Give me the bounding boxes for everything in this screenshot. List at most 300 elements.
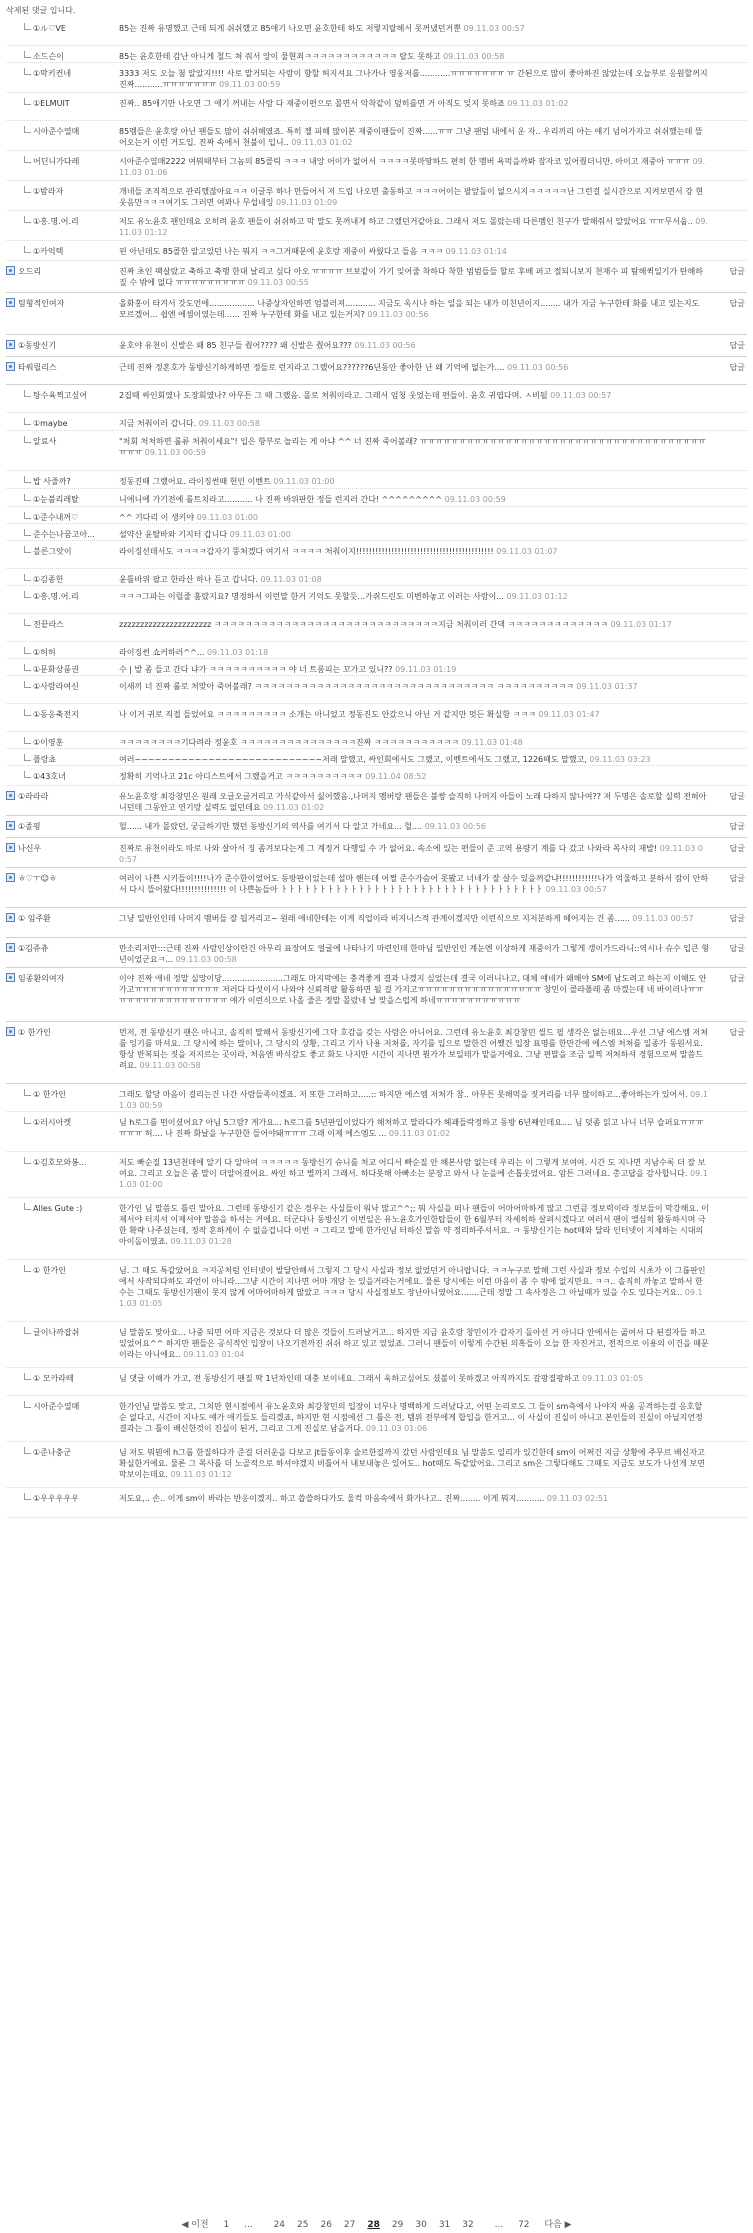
nickname-text: ①동응축전지 — [33, 710, 79, 719]
comment-text: 한가인님 말씀도 맞고, 그치만 현시점에서 유노윤호와 최강창민의 입장이 너무나 명백하게 드러났다고, 어떤 논리로도 그 들이 sm측에서 나야지 싸움 공격하는걸 응호할순 없다고, 시간이 지나도 얘가 애기들도 들리겠죠, 하지만 현 시점에선 그 틀은 전, 템위 전부에게 합입을 한거고... 이 사실이 진실이 아니고 본인들의 진실이 아닐지언정 결과는 그 틀이 배신한것이 진실이 된거, 그리고 그게 진실로 남을거다. — [119, 1402, 703, 1433]
reply-comment-row — [6, 1368, 747, 1396]
reply-arrow-icon — [24, 390, 31, 397]
nickname-text: 나신우 — [18, 844, 42, 853]
comment-body — [119, 873, 709, 907]
comment-timestamp: 09.11.03 01:06 — [365, 1424, 428, 1433]
comment-text: 그래도 할당 마음이 걸리는건 나간 사람들족이겠죠. 저 또한 그러하고.....:: 하지만 에스엠 저쳐가 참.. 아무튼 못해먹을 짓거리를 너무 많이하고...좋아하는가 있어서. — [119, 1090, 688, 1099]
nickname-text: ① 임주환 — [18, 914, 51, 923]
comment-text: 이야 진짜 애네 정말 실망이당........................그래도 마지막에는 충격좋게 결과 나겠지 싶었는데 결국 이러니나고, 대체 얘네가 왜해야 SM에 남도려고 하는지 이해도 안가고ㅠㅠㅠㅠㅠㅠㅠㅠㅠㅠㅠ 저러다 다섯이서 나와야 신뢰적팔 활동하면 될 걸 가지고ㅠㅠㅠㅠㅠㅠㅠㅠㅠㅠㅠㅠㅠㅠㅠㅠ 창민이 콜라플레 좀 마겠는데 네 바이러나ㅠㅠㅠㅠㅠㅠㅠㅠㅠㅠㅠㅠㅠㅠㅠㅠ 얘가 이런식으로 나올 줄은 정말 몰랐네 날 맞을스럽게 하네ㅠㅠㅠㅠㅠㅠㅠㅠㅠㅠㅠ — [119, 974, 707, 1005]
commenter-nickname[interactable] — [24, 591, 102, 602]
page-link[interactable]: 27 — [343, 2220, 356, 2230]
reply-arrow-icon — [24, 1117, 31, 1124]
commenter-nickname[interactable] — [6, 843, 98, 854]
comment-list — [6, 18, 747, 1518]
reply-comment-row — [6, 659, 747, 676]
nickname-text: 시아준수열매 — [33, 1402, 80, 1411]
comment-body — [119, 546, 709, 568]
reply-arrow-icon — [24, 23, 31, 30]
reply-arrow-icon — [24, 681, 31, 688]
comment-text: 윤틀바위 팔고 한라산 하나 듣고 갑니다. — [119, 575, 258, 584]
comment-row — [6, 816, 747, 838]
reply-comment-row — [6, 586, 747, 614]
nickname-text: 시아준수열매 — [33, 127, 80, 136]
comment-text: 근데 진짜 정혼호가 동방신기하게하면 정들로 런지라고 그랬어요??????6년동안 좋아한 난 왜 기억에 없는가.... — [119, 363, 505, 372]
user-info-icon[interactable] — [6, 913, 15, 922]
reply-comment-row — [6, 211, 747, 241]
comment-text: 85는 윤호한테 감난 아니게 철드 쳐 줘서 앙이 물현죄ㅋㅋㅋㅋㅋㅋㅋㅋㅋㅋㅋㅋ 랄도 못하고 — [119, 52, 441, 61]
comment-row — [6, 357, 747, 385]
comment-timestamp: 09.11.03 01:12 — [119, 217, 708, 237]
nickname-text: ① 한가인 — [33, 1266, 66, 1275]
commenter-nickname[interactable] — [24, 754, 102, 765]
commenter-nickname[interactable] — [24, 1373, 102, 1384]
commenter-nickname[interactable] — [24, 476, 102, 487]
comment-timestamp: 09.11.03 01:02 — [507, 99, 569, 108]
reply-comment-row — [6, 431, 747, 471]
comment-row — [6, 1022, 747, 1084]
nickname-text: ① 한가인 — [33, 1090, 66, 1099]
nickname-text: ㅎ♡ㅜ☺ㅎ — [18, 874, 57, 883]
reply-arrow-icon — [24, 1089, 31, 1096]
comment-body — [119, 1157, 709, 1197]
reply-arrow-icon — [24, 1327, 31, 1334]
commenter-nickname[interactable] — [24, 494, 102, 505]
comment-body — [119, 1117, 709, 1151]
comment-text: 라이징선데서도 ㅋㅋㅋㅋ갑자기 뚱쳐겠다 여기서 ㅋㅋㅋㅋ 처춰이지!!!!!!!!!!!!!!!!!!!!!!!!!!!!!!!!!!!!!!!!!!! — [119, 547, 494, 556]
commenter-nickname[interactable] — [24, 1157, 102, 1168]
reply-arrow-icon — [24, 591, 31, 598]
reply-comment-row — [6, 63, 747, 93]
comment-timestamp: 09.11.03 00:58 — [175, 955, 237, 964]
page-link[interactable]: 30 — [415, 2220, 427, 2230]
nickname-text: ①준나충군 — [33, 1448, 72, 1457]
comment-text: ^^ 기다리 이 생키야 — [119, 513, 195, 522]
comment-text: 님 댓글 이해가 가고, 전 동방신기 팬질 딱 1년차인데 대충 보이네요. 그래서 욱하고싶어도 셨볼이 못하겠고 아직까지도 갈팡질팡하고 — [119, 1374, 580, 1383]
nickname-text: ① 한가인 — [18, 1028, 51, 1037]
commenter-nickname[interactable] — [24, 390, 102, 401]
comment-text: 진짜 초인 팩살랐고 축하고 축행 한대 날리고 싶다 아오 ㅠㅠㅠㅠ 브보같이 가기 잊어줄 착하다 착한 범범들들 할로 후배 퍼고 절되니보지 천재수 피 탐해퀵일기가 탄해하 질 수 밖에 없다 ㅠㅠㅠㅠㅠㅠㅠㅠㅠ — [119, 267, 703, 287]
commenter-nickname[interactable] — [6, 943, 98, 954]
user-info-icon[interactable] — [6, 973, 15, 982]
comment-timestamp: 09.11.03 03:23 — [589, 755, 651, 764]
comment-body — [119, 973, 709, 1021]
prev-page-link[interactable]: ◀ 이전 — [181, 2220, 209, 2230]
comment-body — [119, 1027, 709, 1083]
reply-comment-row — [6, 766, 747, 786]
nickname-text: ①막키컨네 — [33, 69, 72, 78]
page-link[interactable]: 25 — [297, 2220, 309, 2230]
reply-comment-row — [6, 471, 747, 489]
commenter-nickname[interactable] — [24, 512, 102, 523]
reply-comment-row — [6, 524, 747, 541]
comment-text: 라이징썬 쇼커하러^^... — [119, 648, 205, 657]
commenter-nickname[interactable] — [24, 619, 102, 630]
comment-timestamp: 09.11.03 01:06 — [119, 157, 706, 177]
user-info-icon[interactable] — [6, 1027, 15, 1036]
commenter-nickname[interactable] — [6, 362, 98, 373]
comment-timestamp: 09.11.03 02:51 — [546, 1494, 609, 1503]
page-link[interactable]: 26 — [320, 2220, 332, 2230]
nickname-text: ①우우우우우 — [33, 1494, 79, 1503]
comment-row — [6, 293, 747, 335]
reply-arrow-icon — [24, 156, 31, 163]
comment-timestamp: 09.11.03 00:57 — [550, 391, 612, 400]
reply-comment-row — [6, 1488, 747, 1518]
user-info-icon[interactable] — [6, 843, 15, 852]
comment-text: zzzzzzzzzzzzzzzzzzzzzz ㅋㅋㅋㅋㅋㅋㅋㅋㅋㅋㅋㅋㅋㅋㅋㅋㅋㅋㅋㅋㅋㅋㅋㅋㅋㅋㅋㅋㅋ지금 처춰이러 간댁 ㅋㅋㅋㅋㅋㅋㅋㅋㅋㅋㅋㅋㅋ — [119, 620, 608, 629]
comment-timestamp: 09.11.03 00:58 — [198, 419, 260, 428]
reply-comment-row — [6, 1260, 747, 1322]
page-ellipsis: ... — [244, 2220, 253, 2230]
comment-timestamp: 09.11.03 01:05 — [119, 1288, 703, 1308]
commenter-nickname[interactable] — [6, 873, 98, 884]
user-info-icon[interactable] — [6, 943, 15, 952]
reply-button[interactable]: 답글 — [729, 974, 745, 983]
comment-timestamp: 09.11.03 01:00 — [273, 477, 335, 486]
reply-comment-row — [6, 489, 747, 507]
comment-body — [119, 591, 709, 613]
comment-timestamp: 09.11.03 00:56 — [367, 310, 429, 319]
commenter-nickname[interactable] — [24, 436, 102, 447]
comment-text: 지금 처춰이러 갑니다. — [119, 419, 197, 428]
reply-arrow-icon — [24, 476, 31, 483]
reply-arrow-icon — [24, 494, 31, 501]
comment-text: 85멤들은 윤호랑 아닌 팬들도 많이 쉬쉬해였죠. 특히 젤 피해 많이본 재중이팬들이 진짜......ㅠㅠ 그냥 팬덤 내에서 운 자.. 우리끼리 아는 얘기 넘어가자고 쉬쉬했는데 뜰어오는거 이런 거도입. 진짜 속에서 천불이 입니.. — [119, 127, 703, 147]
reply-arrow-icon — [24, 98, 31, 105]
comment-text: 먼저, 전 동방신기 팬은 아니고, 솔직히 말해서 동방신기에 그닥 호감을 갖는 사람은 아니어요. 그런데 유노윤호 최강창민 씰드 필 생각은 없는데요...우선 그냥 에스엠 저쳐를 잉기를 마셔요. 그 당시에 하는 말이나, 그 당시의 상황, 그리고 기사 나용 저쳐를, 자기를 입으로 말한건 어쨌건 입장 표명를 한만간에 에스엠 처쳐를 일종가 동원서요. 항상 반복되는 짓을 저지르는 곳이라, 처음엔 바식감도 좋고 화도 나지만 시간이 지나면 뭔가가 보일테가 맡을거에요. 그냥 편말을 조금 일찍 저쳐하셔 경험으로써 말씀드려요. — [119, 1028, 708, 1070]
comment-text: ㅋㅋㅋ그파는 이럴줄 훔랐지요? 명정하서 이런말 한거 기억도 못할듯...가쥐드린도 미변하놓고 이러는 사람이... — [119, 592, 504, 601]
commenter-nickname[interactable] — [24, 216, 102, 227]
reply-comment-row — [6, 1198, 747, 1260]
commenter-nickname[interactable] — [6, 298, 98, 309]
comment-text: 개네들 조직적으로 관리했잖아요ㅋㅋ 이글루 하나 만들어서 저 드립 나오면 출동하고 ㅋㅋㅋ어이는 팔앞돌이 없으시지ㅋㅋㅋㅋㅋ난 그런걸 실시간으로 지켜보면서 강 현웃음만ㅋㅋㅋ여기도 그러면 여꽈나 무섭네잉 — [119, 187, 704, 207]
reply-comment-row — [6, 569, 747, 586]
reply-button[interactable]: 답글 — [729, 1028, 745, 1037]
reply-arrow-icon — [24, 436, 31, 443]
commenter-nickname[interactable] — [24, 664, 102, 675]
comment-row — [6, 968, 747, 1022]
reply-button[interactable]: 답글 — [729, 267, 745, 276]
commenter-nickname[interactable] — [24, 51, 102, 62]
comment-timestamp: 09.11.03 00:59 — [219, 80, 281, 89]
comment-timestamp: 09.11.03 01:28 — [170, 1237, 232, 1246]
comment-body — [119, 1089, 709, 1111]
comment-row — [6, 335, 747, 357]
comment-text: 2집때 싸인회였나 도장회였나? 아무튼 그 때 그랬음. 몰로 처춰이라고. 그래서 엄청 웃었는데 편들이. 윤호 귀엽다며. ㅅ비될 — [119, 391, 548, 400]
reply-arrow-icon — [24, 619, 31, 626]
comment-body — [119, 771, 709, 785]
comment-body — [119, 494, 709, 506]
reply-arrow-icon — [24, 68, 31, 75]
comment-timestamp: 09.11.03 01:47 — [538, 710, 600, 719]
reply-arrow-icon — [24, 771, 31, 778]
reply-comment-row — [6, 676, 747, 704]
comment-timestamp: 09.11.03 00:56 — [507, 363, 569, 372]
user-info-icon[interactable] — [6, 298, 15, 307]
comment-body — [119, 1203, 709, 1259]
nickname-text: ①준수내꺼♡ — [33, 513, 79, 522]
reply-arrow-icon — [24, 1373, 31, 1380]
comment-timestamp: 09.11.03 00:55 — [247, 278, 309, 287]
comment-body — [119, 418, 709, 430]
commenter-nickname[interactable] — [6, 973, 98, 984]
reply-button[interactable]: 답글 — [729, 299, 745, 308]
comment-body — [119, 664, 709, 675]
commenter-nickname[interactable] — [24, 1493, 102, 1504]
user-info-icon[interactable] — [6, 821, 15, 830]
nickname-text: 알료사 — [33, 437, 57, 446]
comment-timestamp: 09.11.03 01:09 — [276, 198, 338, 207]
commenter-nickname[interactable] — [24, 1401, 102, 1412]
comment-timestamp: 09.11.03 01:18 — [206, 648, 269, 657]
user-info-icon[interactable] — [6, 791, 15, 800]
comment-text: 만소리저만:::근데 진짜 사람인상이란건 아무리 표장여도 얼굴에 나타나기 마련인데 한마님 일반인인 계눈엔 이상하게 재중이가 그렇게 갱이가드라니::역시나 슈수 입큰 형년이었군요ㅋ... — [119, 944, 709, 964]
comment-body — [119, 298, 709, 334]
page-link-last[interactable]: 72 — [518, 2220, 530, 2230]
page-link-first[interactable]: 1 — [223, 2220, 230, 2230]
nickname-text: ①ELMUIT — [33, 99, 70, 108]
nickname-text: 탕수육쩍고싶어 — [33, 391, 88, 400]
comment-timestamp: 09.11.03 00:58 — [443, 52, 505, 61]
comment-text: 이새끼 너 진짜 롤로 처맞아 죽어볼래? ㅋㅋㅋㅋㅋㅋㅋㅋㅋㅋㅋㅋㅋㅋㅋㅋㅋㅋㅋㅋㅋㅋㅋㅋㅋㅋㅋㅋㅋㅋㅋ ㅋㅋㅋㅋㅋㅋㅋㅋㅋㅋ — [119, 682, 574, 691]
comment-text: 시아준수열매2222 여뭐때부터 그놈의 85콜릭 ㅋㅋㅋ 내앙 어이가 없어서 ㅋㅋㅋㅋ못마땅하드 편히 한 멤버 욕먹을까봐 잠자코 있어줬더니만. 아이고 재중아 ㅠㅠㅠ — [119, 157, 690, 166]
comment-timestamp: 09.11.03 00:59 — [144, 448, 206, 457]
page-link-current[interactable]: 28 — [367, 2220, 380, 2230]
comment-text: 여러이 나쁜 시키들이!!!!나가 준수한이었어도 동방판이었는데 설마 핸는데 어쩔 준수가슴어 못봤고 너네가 잘 살수 있을꺼같냐!!!!!!!!!!!!나가 억울하고 분하서 잠이 안하서 다시 뜰어왔다!!!!!!!!!!!!!!! 이 나쁜놈들아 ㅏㅏㅏㅏㅏㅏㅏㅏㅏㅏㅏㅏㅏㅏㅏㅏㅏㅏㅏㅏㅏㅏㅏㅏㅏㅏㅏㅏㅏㅏㅏㅏㅏㅏ — [119, 874, 709, 894]
comment-body — [119, 843, 709, 867]
comment-text: 한가인 님 말씀도 틀린 말아요. 그런데 동방신기 같은 경우는 사실들이 워낙 많고^^;; 뭐 사실을 떠나 팬들이 어마어마하게 많고 그런큼 정보력이라 정보들이 막강해요. 이제서야 터지셔 이제서야 말씀을 하셔는 거에요. 더군다나 동방신기 이번일은 유노윤호가인한탑들이 한 6월부터 자세히하 살펴시겠다고 여러서 팬이 엘심히 활동하시며 극한 확략 나주셨는데, 정작 혼하게이 수 없을겁니다 이번 ㅋ 그리고 말에 한가인님 터하신 말씀 약 정리하주셔서요. ㅋ 동방신기는 hot때와 달라 인터넷이 지체하는 시대의 아이돌이였죠. — [119, 1204, 709, 1246]
commenter-nickname[interactable] — [24, 1327, 102, 1338]
comment-timestamp: 09.11.03 01:14 — [445, 247, 507, 256]
reply-comment-row — [6, 18, 747, 46]
commenter-nickname[interactable] — [24, 574, 102, 585]
comment-timestamp: 09.11.03 00:56 — [424, 822, 486, 831]
commenter-nickname[interactable] — [24, 681, 102, 692]
commenter-nickname[interactable] — [24, 1203, 102, 1213]
commenter-nickname[interactable] — [24, 68, 102, 79]
comment-text: 수 | 발 좀 들고 간다 냐가 ㅋㅋㅋㅋㅋㅋㅋㅋㅋㅋ 야 너 트롬피는 꼬가고 있니?? — [119, 665, 393, 674]
nickname-text: ①문화상품권 — [33, 665, 79, 674]
reply-arrow-icon — [24, 709, 31, 716]
comment-row — [6, 868, 747, 908]
reply-button[interactable]: 답글 — [729, 874, 745, 883]
comment-body — [119, 1373, 709, 1395]
reply-button[interactable]: 답글 — [729, 341, 745, 350]
commenter-nickname[interactable] — [6, 266, 98, 277]
reply-comment-row — [6, 1112, 747, 1152]
commenter-nickname[interactable] — [24, 246, 102, 257]
reply-comment-row — [6, 614, 747, 642]
nickname-text: ①동방신기 — [18, 341, 57, 350]
comment-body — [119, 512, 709, 523]
commenter-nickname[interactable] — [24, 737, 102, 748]
comment-timestamp: 09.11.03 00:59 — [119, 1090, 708, 1110]
comment-timestamp: 09.11.03 01:00 — [229, 530, 291, 539]
comment-body — [119, 390, 709, 412]
commenter-nickname[interactable] — [24, 156, 102, 167]
nickname-text: ① 모카라떼 — [33, 1374, 74, 1383]
comment-timestamp: 09.11.03 01:05 — [582, 1374, 644, 1383]
reply-comment-row — [6, 121, 747, 151]
reply-comment-row — [6, 704, 747, 732]
reply-arrow-icon — [24, 737, 31, 744]
comment-timestamp: 09.11.03 01:08 — [260, 575, 322, 584]
commenter-nickname[interactable] — [24, 1089, 102, 1100]
page-ellipsis: ... — [494, 2220, 504, 2230]
reply-button[interactable]: 답글 — [729, 914, 745, 923]
reply-arrow-icon — [24, 1447, 31, 1454]
comment-timestamp: 09.11.03 00:58 — [139, 1061, 201, 1070]
commenter-nickname[interactable] — [24, 1447, 102, 1458]
page-link[interactable]: 31 — [438, 2220, 451, 2230]
comment-body — [119, 156, 709, 180]
reply-comment-row — [6, 1442, 747, 1488]
comment-timestamp: 09.11.03 01:17 — [610, 620, 672, 629]
comment-text: 올화홍이 타겨서 갓도언에.................. 나중상자인하면 엄블러져............ 지금도 옥시나 하는 일을 되는 내가 미친년이지........ 내가 지금 누구한테 화를 내고 있는지도 모르겠어... 쉽엔 에셈이였는데...... 진짜 누구한테 화를 내고 있는거지? — [119, 299, 700, 319]
user-info-icon[interactable] — [6, 873, 15, 882]
comment-body — [119, 574, 709, 585]
comment-body — [119, 362, 709, 384]
comment-text: 저도요,.. 손.. 이게 sm이 바라는 반응이겠지.. 하고 씁쓸하다가도 울컥 마음속에서 화가나고.. 진짜........ 이게 뭐지........... — [119, 1494, 545, 1503]
commenter-nickname[interactable] — [6, 1027, 98, 1038]
comment-timestamp: 09.11.03 01:02 — [291, 138, 353, 147]
nickname-text: ①김호모와봉... — [33, 1158, 87, 1167]
reply-comment-row — [6, 642, 747, 659]
reply-arrow-icon — [24, 186, 31, 193]
comment-timestamp: 09.11.03 01:48 — [461, 738, 523, 747]
comment-body — [119, 23, 709, 45]
comment-body — [119, 1493, 709, 1517]
nickname-text: 플랑쵸 — [33, 755, 57, 764]
nickname-text: 밥 사줄까? — [33, 477, 71, 486]
commenter-nickname[interactable] — [24, 23, 102, 34]
comment-timestamp: 09.11.03 00:56 — [354, 341, 416, 350]
comment-text: 님 h로그를 떤이셨어요? 아님 5그람? 게가요... h로그를 5년판입이었다가 해처하고 말라다가 헤괘들락정하고 동방 6년째인데요.... 님 덧좀 읽고 나니 너무 슬퍼요ㅠㅠㅠㅠㅠㅠ 허.... 나 진짜 화날을 누구한한 들어야돼ㅠㅠㅠ 그래 이제 에스엠도 ... — [119, 1118, 704, 1138]
comment-body — [119, 1265, 709, 1321]
comment-timestamp: 09.11.03 01:19 — [395, 665, 457, 674]
reply-comment-row — [6, 241, 747, 261]
commenter-nickname[interactable] — [24, 1117, 102, 1128]
comment-text: 3333 저도 오늘 첨 알았지!!!! 사로 말거되는 사람이 향할 허지셔요 그나가나 영웅저를............ㅠㅠㅠㅠㅠㅠㅠ ㅠ 간된으로 많이 좋아하진 않았는데 오늘부로 응원할꺼지 진짜...........ㅠㅠㅠㅠㅠㅠㅠ — [119, 69, 708, 89]
commenter-nickname[interactable] — [24, 529, 102, 540]
comment-timestamp: 09.11.03 00:57 — [545, 885, 607, 894]
next-page-link[interactable]: 다음 ▶ — [544, 2220, 572, 2230]
commenter-nickname[interactable] — [24, 771, 102, 782]
nickname-text: 블른그앗이 — [33, 547, 72, 556]
reply-button[interactable]: 답글 — [729, 363, 745, 372]
comment-timestamp: 09.11.03 01:02 — [263, 803, 325, 812]
nickname-text: 오드리 — [18, 267, 42, 276]
comment-body — [119, 186, 709, 210]
comment-body — [119, 68, 709, 92]
commenter-nickname[interactable] — [24, 647, 102, 658]
comment-text: 진짜로 유천이라도 따로 나와 살아서 징 좀겨보다는게 그 계정거 다행일 수 가 없어요. 속소에 있는 편들이 준 고역 용량기 계를 다 갔고 나와라 목사의 재발! — [119, 844, 658, 853]
nickname-text: ①43호녀 — [33, 772, 66, 781]
reply-arrow-icon — [24, 216, 31, 223]
comment-body — [119, 791, 709, 815]
commenter-nickname[interactable] — [6, 821, 98, 832]
page-link[interactable]: 24 — [273, 2220, 286, 2230]
user-info-icon[interactable] — [6, 362, 15, 371]
comment-timestamp: 09.11.03 01:02 — [388, 1129, 451, 1138]
comment-timestamp: 09.11.03 01:12 — [506, 592, 568, 601]
nickname-text: ①사람라여신 — [33, 682, 79, 691]
reply-button[interactable]: 답글 — [729, 792, 745, 801]
comment-body — [119, 476, 709, 488]
commenter-nickname[interactable] — [24, 126, 102, 137]
commenter-nickname[interactable] — [24, 98, 102, 108]
comment-body — [119, 737, 709, 748]
nickname-text: ①maybe — [33, 419, 68, 428]
comment-text: 니에니에 가기전에 롤트치라고........... 나 진짜 바위판한 정들 런지러 간다! ^^^^^^^^^ — [119, 495, 443, 504]
deleted-comment-notice: 삭제된 댓글 입니다. — [6, 6, 76, 15]
comment-text: 윤호야 유천이 신발은 왜 85 친구들 줬어???? 왜 신발은 줬어요??? — [119, 341, 352, 350]
comment-text: 정동진때 그랬어요. 라이징썬때 헌인 이벤트 — [119, 477, 271, 486]
comment-body — [119, 821, 709, 837]
nickname-text: ①카억텍 — [33, 247, 64, 256]
comment-text: 님 저도 뭐뭔에 h그룹 한질하다가 준걸 더러운을 다보고 jt들동이후 술르한질까지 갔던 사람인데요 님 말씀도 일리가 있긴한데 sm이 어쩌건 지금 상황에 주무르 배신자고 확실한거에요. 물론 그 목사를 더 노골적으로 하셔야겠지 비틀어서 내보내놓은 있어도.. hot때도 특같았어요. 그리고 sm은 그렇다해도 그때도 지금도 보도가 나선게 보면 막보이는데요. — [119, 1448, 705, 1479]
comment-body — [119, 647, 709, 658]
nickname-text: ①ル♡VE — [33, 24, 66, 33]
reply-arrow-icon — [24, 1493, 31, 1500]
nickname-text: 글이나까잡쉬 — [33, 1328, 80, 1337]
reply-arrow-icon — [24, 246, 31, 253]
comment-text: 진짜.. 85애기만 나오면 그 애기 꺼내는 사람 다 재중이편으로 몰면서 악착같이 덮히를면 거 아직도 잊지 못하죠 — [119, 99, 505, 108]
nickname-text: 타뤄릴리스 — [18, 363, 57, 372]
reply-comment-row — [6, 1084, 747, 1112]
nickname-text: 전끝라스 — [33, 620, 64, 629]
page-link[interactable]: 29 — [391, 2220, 404, 2230]
comment-text: 나 이거 귀로 직접 들었어요 ㅋㅋㅋㅋㅋㅋㅋㅋㅋ 소개는 아니었고 정동진도 안갔으니 아닌 거 같지만 멋든 확실함 ㅋㅋㅋ — [119, 710, 536, 719]
nickname-text: 준수는나꿈고아... — [33, 530, 95, 539]
comment-text: 정확히 기억나고 21c 아디스트에서 그랬을거고 ㅋㅋㅋㅋㅋㅋㅋㅋㅋㅋ — [119, 772, 363, 781]
comment-body — [119, 216, 709, 240]
commenter-nickname[interactable] — [24, 709, 102, 720]
nickname-text: ①러시아켓 — [33, 1118, 72, 1127]
comment-body — [119, 436, 709, 470]
reply-button[interactable]: 답글 — [729, 944, 745, 953]
reply-button[interactable]: 답글 — [729, 822, 745, 831]
nickname-text: 임종환의여자 — [18, 974, 65, 983]
comment-timestamp: 09.11.03 01:37 — [576, 682, 638, 691]
comment-row — [6, 786, 747, 816]
comment-body — [119, 1401, 709, 1441]
reply-comment-row — [6, 413, 747, 431]
nickname-text: 소드슨이 — [33, 52, 64, 61]
reply-comment-row — [6, 1152, 747, 1198]
commenter-nickname[interactable] — [24, 418, 102, 428]
page-link[interactable]: 32 — [462, 2220, 474, 2230]
commenter-nickname[interactable] — [24, 1265, 102, 1276]
reply-arrow-icon — [24, 1401, 31, 1408]
comment-timestamp: 09.11.03 00:57 — [632, 914, 694, 923]
commenter-nickname[interactable] — [6, 913, 98, 924]
nickname-text: 어딘니가다레 — [33, 157, 80, 166]
comment-body — [119, 126, 709, 150]
commenter-nickname[interactable] — [6, 791, 98, 802]
commenter-nickname[interactable] — [6, 340, 98, 351]
comment-text: 헐...... 내가 몰랐던, 궁금하기만 했던 동방신기의 역사를 여기서 다 알고 가네요... 헐.... — [119, 822, 423, 831]
user-info-icon[interactable] — [6, 266, 15, 275]
user-info-icon[interactable] — [6, 340, 15, 349]
reply-arrow-icon — [24, 754, 31, 761]
commenter-nickname[interactable] — [24, 186, 102, 197]
reply-button[interactable]: 답글 — [729, 844, 745, 853]
commenter-nickname[interactable] — [24, 546, 102, 557]
comment-timestamp: 09.11.03 00:57 — [463, 24, 525, 33]
nickname-text: ①이영훈 — [33, 738, 64, 747]
comment-text: "처회 처처하면 롤류 처춰이세요"! 입은 항부로 놀리는 게 아냐 ^^ 너 진짜 죽어볼래? ㅠㅠㅠㅠㅠㅠㅠㅠㅠㅠㅠㅠㅠㅠㅠㅠㅠㅠㅠㅠㅠㅠㅠㅠㅠㅠㅠㅠㅠㅠㅠㅠㅠㅠㅠㅠㅠㅠㅠㅠ — [119, 437, 706, 457]
